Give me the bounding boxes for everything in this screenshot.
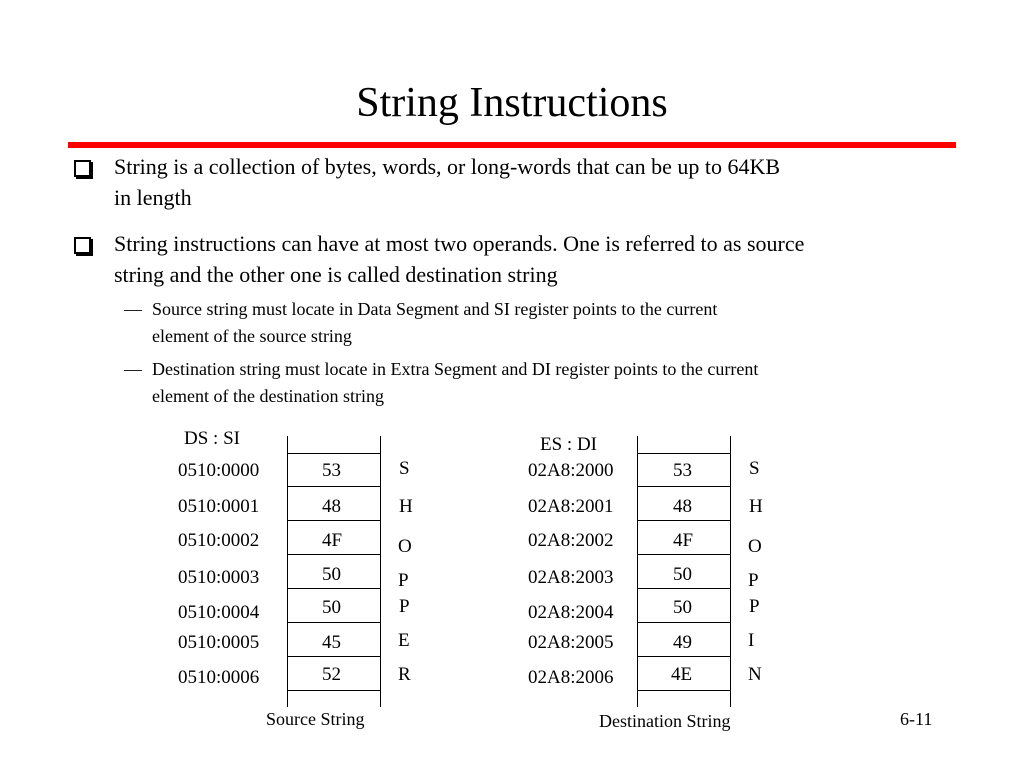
source-cell-divider — [287, 588, 381, 589]
destination-char: H — [749, 496, 763, 517]
destination-memory-left-edge — [637, 436, 638, 707]
destination-cell-divider — [637, 520, 731, 521]
source-address: 0510:0005 — [178, 632, 260, 653]
source-cell-divider — [287, 554, 381, 555]
source-byte-value: 53 — [322, 460, 341, 481]
source-address: 0510:0001 — [178, 496, 260, 517]
source-address: 0510:0006 — [178, 667, 260, 688]
destination-cell-divider — [637, 554, 731, 555]
destination-char: S — [749, 458, 760, 479]
bullet-1-line-1: String is a collection of bytes, words, or long-words that can be up to 64KB — [114, 154, 781, 179]
source-byte-value: 48 — [322, 496, 341, 517]
source-cell-divider — [287, 486, 381, 487]
destination-char: O — [748, 536, 762, 557]
destination-byte-value: 53 — [673, 460, 692, 481]
source-cell-divider — [287, 690, 381, 691]
source-byte-value: 45 — [322, 632, 341, 653]
dash-icon: — — [124, 359, 142, 379]
source-cell-divider — [287, 520, 381, 521]
dash-icon: — — [124, 299, 142, 319]
square-bullet-icon — [74, 160, 91, 177]
source-memory-right-edge — [380, 436, 381, 707]
destination-address: 02A8:2005 — [528, 632, 614, 653]
source-address: 0510:0000 — [178, 460, 260, 481]
source-byte-value: 50 — [322, 564, 341, 585]
destination-caption: Destination String — [599, 711, 731, 731]
destination-register-label: ES : DI — [540, 434, 597, 455]
destination-memory-right-edge — [730, 436, 731, 707]
source-char: E — [398, 630, 410, 651]
destination-address: 02A8:2000 — [528, 460, 614, 481]
destination-char: I — [748, 630, 755, 651]
source-char: R — [398, 664, 411, 685]
source-address: 0510:0002 — [178, 530, 260, 551]
bullet-1-line-2: in length — [114, 185, 192, 210]
destination-byte-value: 48 — [673, 496, 692, 517]
source-address: 0510:0004 — [178, 602, 260, 623]
source-cell-divider — [287, 656, 381, 657]
destination-byte-value: 4E — [671, 664, 693, 685]
destination-address: 02A8:2002 — [528, 530, 614, 551]
destination-cell-divider — [637, 453, 731, 454]
title-underline — [68, 142, 956, 148]
bullet-2-line-1: String instructions can have at most two operands. One is referred to as source — [114, 231, 805, 256]
sub-bullet-1-line-1: Source string must locate in Data Segment and SI register points to the current — [152, 299, 718, 319]
source-byte-value: 50 — [322, 597, 341, 618]
source-cell-divider — [287, 622, 381, 623]
destination-address: 02A8:2004 — [528, 602, 614, 623]
source-register-label: DS : SI — [184, 428, 240, 449]
sub-bullet-2-line-2: element of the destination string — [152, 386, 384, 406]
source-char: O — [398, 536, 412, 557]
sub-bullet-2-line-1: Destination string must locate in Extra Segment and DI register points to the current — [152, 359, 759, 379]
source-memory-left-edge — [287, 436, 288, 707]
destination-cell-divider — [637, 690, 731, 691]
sub-bullet-1-line-2: element of the source string — [152, 326, 352, 346]
slide-title: String Instructions — [356, 80, 668, 126]
bullet-2-line-2: string and the other one is called destination string — [114, 262, 558, 287]
square-bullet-icon — [74, 237, 91, 254]
destination-byte-value: 49 — [673, 632, 692, 653]
destination-byte-value: 50 — [673, 564, 692, 585]
destination-char: P — [749, 596, 760, 617]
destination-cell-divider — [637, 486, 731, 487]
destination-byte-value: 4F — [673, 530, 694, 551]
source-caption: Source String — [266, 709, 365, 729]
source-byte-value: 4F — [322, 530, 343, 551]
destination-address: 02A8:2006 — [528, 667, 614, 688]
source-address: 0510:0003 — [178, 567, 260, 588]
destination-char: P — [748, 570, 759, 591]
destination-address: 02A8:2003 — [528, 567, 614, 588]
page-number: 6-11 — [900, 709, 933, 729]
source-byte-value: 52 — [322, 664, 341, 685]
source-char: P — [399, 596, 410, 617]
destination-cell-divider — [637, 622, 731, 623]
destination-cell-divider — [637, 588, 731, 589]
source-char: P — [398, 570, 409, 591]
destination-cell-divider — [637, 656, 731, 657]
source-char: S — [399, 458, 410, 479]
destination-address: 02A8:2001 — [528, 496, 614, 517]
source-cell-divider — [287, 453, 381, 454]
destination-char: N — [748, 664, 762, 685]
source-char: H — [399, 496, 413, 517]
destination-byte-value: 50 — [673, 597, 692, 618]
